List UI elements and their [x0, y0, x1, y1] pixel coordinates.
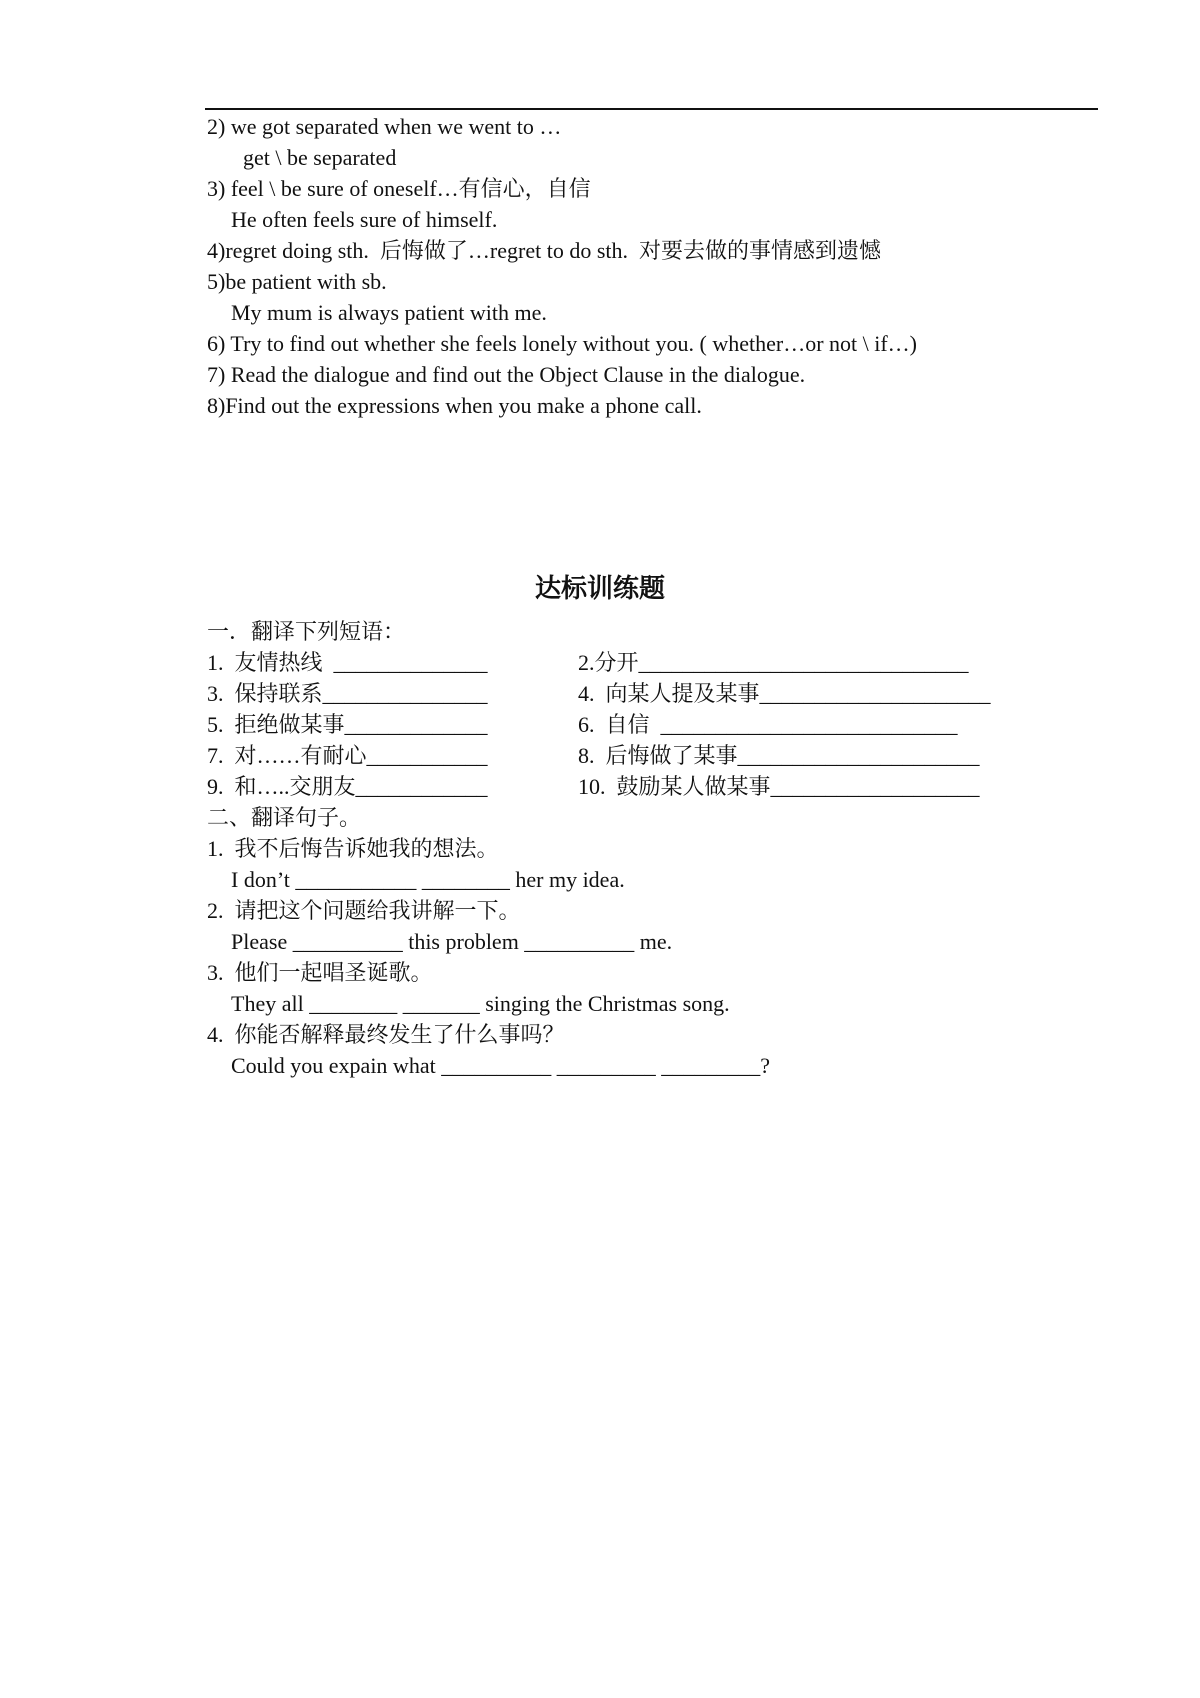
phrase-item: 5. 拒绝做某事_____________ [207, 712, 488, 737]
exercise-title: 达标训练题 [534, 574, 665, 604]
phrase-item: 4. 向某人提及某事_____________________ [578, 681, 991, 706]
section-heading: 一．翻译下列短语： [207, 619, 406, 644]
sentence-en: Could you expain what __________ _________ _________? [231, 1053, 770, 1078]
note-line: 7) Read the dialogue and find out the Object Clause in the dialogue. [207, 362, 806, 387]
sentence-en: I don’t ___________ ________ her my idea. [231, 867, 625, 892]
section-heading: 二、翻译句子。 [207, 805, 362, 830]
sentence-en: They all ________ _______ singing the Christmas song. [231, 991, 730, 1016]
note-line: 3) feel \ be sure of oneself…有信心，自信 [207, 176, 591, 201]
sentence-cn: 1. 我不后悔告诉她我的想法。 [207, 836, 499, 861]
phrase-item: 7. 对……有耐心___________ [207, 743, 488, 768]
top-rule [205, 108, 1098, 110]
note-line: 8)Find out the expressions when you make a phone call. [207, 393, 702, 418]
phrase-item: 8. 后悔做了某事______________________ [578, 743, 980, 768]
note-line: 2) we got separated when we went to … [207, 114, 562, 139]
note-line: He often feels sure of himself. [231, 207, 498, 232]
phrase-item: 3. 保持联系_______________ [207, 681, 488, 706]
phrase-item: 2.分开______________________________ [578, 650, 969, 675]
note-line: 5)be patient with sb. [207, 269, 387, 294]
phrase-item: 9. 和…..交朋友____________ [207, 774, 488, 799]
note-line: 4)regret doing sth. 后悔做了…regret to do sth. 对要去做的事情感到遗憾 [207, 238, 881, 263]
sentence-cn: 4. 你能否解释最终发生了什么事吗？ [207, 1022, 565, 1047]
note-line: 6) Try to find out whether she feels lonely without you. ( whether…or not \ if…) [207, 331, 918, 356]
sentence-en: Please __________ this problem __________ me. [231, 929, 673, 954]
phrase-item: 10. 鼓励某人做某事___________________ [578, 774, 980, 799]
phrase-item: 1. 友情热线 ______________ [207, 650, 488, 675]
note-line: get \ be separated [243, 145, 397, 170]
note-line: My mum is always patient with me. [231, 300, 547, 325]
sentence-cn: 3. 他们一起唱圣诞歌。 [207, 960, 433, 985]
phrase-item: 6. 自信 ___________________________ [578, 712, 958, 737]
sentence-cn: 2. 请把这个问题给我讲解一下。 [207, 898, 521, 923]
